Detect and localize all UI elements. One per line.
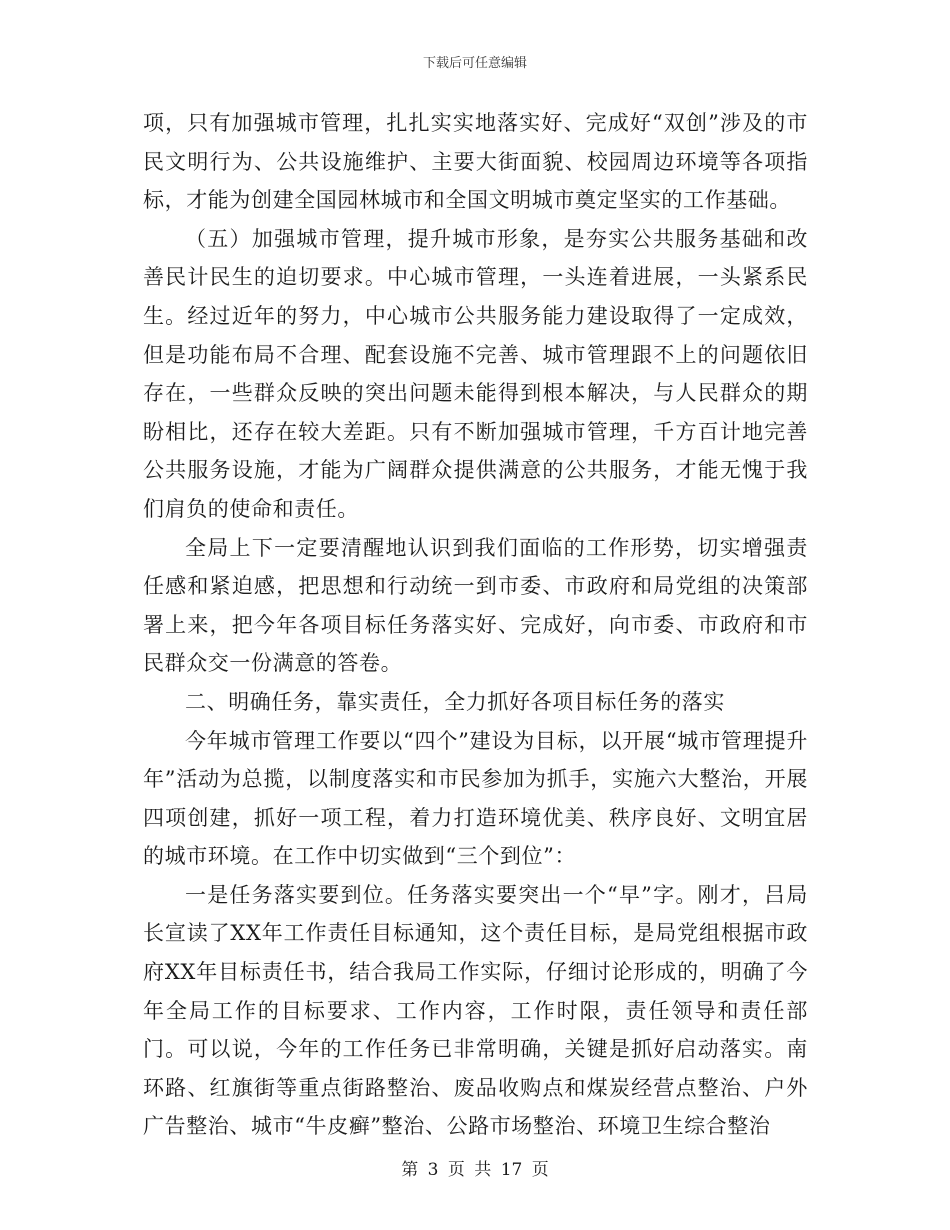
- section-heading-two: 二、明确任务，靠实责任，全力抓好各项目标任务的落实: [185, 689, 725, 714]
- paragraph-section-five: （五）加强城市管理，提升城市形象，是夯实公共服务基础和改善民计民生的迫切要求。中心城市管理，一头连着进展，一头紧系民生。经过近年的努力，中心城市公共服务能力建设取得了一定成效，但是功能布局不合理、配套设施不完善、城市管理跟不上的问题依旧存在，一些群众反映的突出问题未能得到根本解决，与人民群众的期盼相比，还存在较大差距。只有不断加强城市管理，千方百计地完善公共服务设施，才能为广阔群众提供满意的公共服务，才能无愧于我们肩负的使命和责任。: [143, 226, 808, 521]
- page-number-footer: 第 3 页 共 17 页: [401, 1160, 549, 1180]
- paragraph-situation-summary: 全局上下一定要清醒地认识到我们面临的工作形势，切实增强责任感和紧迫感，把思想和行动统一到市委、市政府和局党组的决策部署上来，把今年各项目标任务落实好、完成好，向市委、市政府和市民群众交一份满意的答卷。: [143, 535, 808, 676]
- document-body: [143, 104, 808, 1146]
- page-header-note: 下载后可任意编辑: [422, 56, 527, 71]
- paragraph-annual-goals: 今年城市管理工作要以“四个”建设为目标，以开展“城市管理提升年”活动为总揽，以制度落实和市民参加为抓手，实施六大整治，开展四项创建，抓好一项工程，着力打造环境优美、秩序良好、文明宜居的城市环境。在工作中切实做到“三个到位”：: [143, 728, 808, 869]
- paragraph-continuation: 项，只有加强城市管理，扎扎实实地落实好、完成好“双创”涉及的市民文明行为、公共设施维护、主要大街面貌、校园周边环境等各项指标，才能为创建全国园林城市和全国文明城市奠定坚实的工作基础。: [143, 111, 808, 213]
- paragraph-task-implementation: 一是任务落实要到位。任务落实要突出一个“早”字。刚才，吕局长宣读了XX年工作责任目标通知，这个责任目标，是局党组根据市政府XX年目标责任书，结合我局工作实际，仔细讨论形成的，明确了今年全局工作的目标要求、工作内容，工作时限，责任领导和责任部门。可以说，今年的工作任务已非常明确，关键是抓好启动落实。南环路、红旗街等重点街路整治、废品收购点和煤炭经营点整治、户外广告整治、城市“牛皮癣”整治、公路市场整治、环境卫生综合整治: [143, 882, 808, 1139]
